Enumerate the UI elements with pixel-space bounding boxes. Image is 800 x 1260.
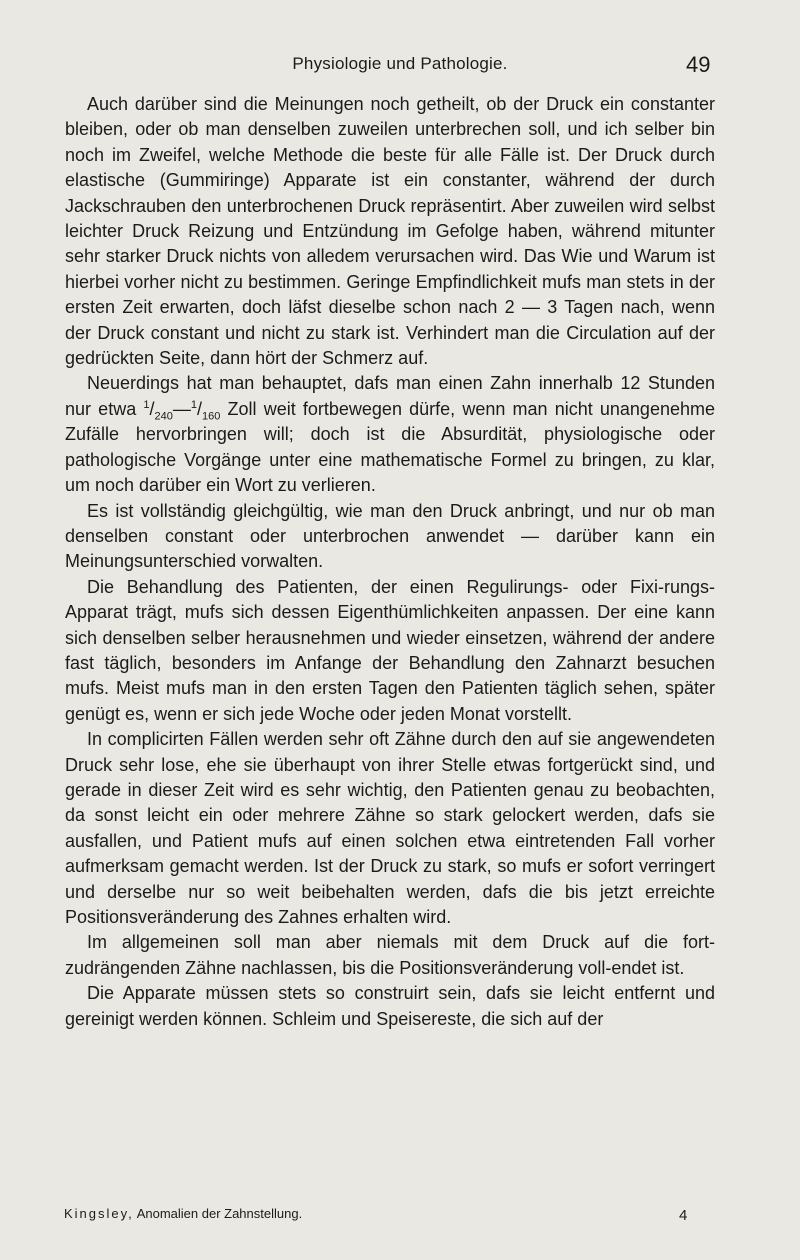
- signature-mark: 4: [679, 1207, 688, 1224]
- footer: [64, 1206, 718, 1224]
- dash: —: [172, 398, 191, 419]
- paragraph: Es ist vollständig gleichgültig, wie man den Druck anbringt, und nur ob man denselben constant oder unterbrochen anwendet — darüber kann ein Meinungsunterschied vorwalten.: [65, 500, 715, 572]
- fraction-denominator: 240: [154, 410, 173, 423]
- body-text: [65, 92, 715, 1032]
- paragraph: Im allgemeinen soll man aber niemals mit dem Druck auf die fort-zudrängenden Zähne nachlassen, bis die Positionsveränderung voll-endet ist.: [65, 932, 715, 978]
- paragraph: In complicirten Fällen werden sehr oft Zähne durch den auf sie angewendeten Druck sehr lose, ehe sie überhaupt von ihrer Stelle etwas fortgerückt sind, und gerade in dieser Zeit wird es sehr wichtig, den Patienten genau zu beobachten, da sonst leicht ein oder mehrere Zähne so stark gelockert werden, dafs sie ausfallen, und Patient mufs auf einen solchen etwa eintretenden Fall vorher aufmerksam gemacht werden. Ist der Druck zu stark, so mufs er sofort verringert und derselbe nur so weit beibehalten werden, dafs die bis jetzt erreichte Positionsveränderung des Zahnes erhalten wird.: [65, 729, 715, 927]
- page-number: 49: [686, 52, 711, 77]
- footer-book-title: Anomalien der Zahnstellung.: [133, 1206, 303, 1221]
- paragraph: Die Behandlung des Patienten, der einen Regulirungs- oder Fixi-rungs-Apparat trägt, mufs sich dessen Eigenthümlichkeiten anpassen. Der eine kann sich denselben selber herausnehmen und wieder einsetzen, während der andere fast täglich, besonders im Anfange der Behandlung den Zahnarzt besuchen mufs. Meist mufs man in den ersten Tagen den Patienten täglich sehen, später genügt es, wenn er sich jede Woche oder jeden Monat vorstellt.: [65, 576, 715, 724]
- fraction-denominator: 160: [202, 410, 221, 423]
- paragraph: Neuerdings hat man behauptet, dafs man einen Zahn innerhalb 12 Stunden nur etwa $^1/_{240}—^1/_{160}$ Zoll weit fortbewegen dürfe, wenn man nicht unangenehme Zufälle hervorbringen will; doch ist die Absurdität, physiologische oder pathologische Vorgänge unter eine mathematische Formel zu bringen, zu klar, um noch darüber ein Wort zu verlieren.: [65, 373, 715, 496]
- footer-author: Kingsley,: [64, 1206, 134, 1221]
- paragraph: Die Apparate müssen stets so construirt sein, dafs sie leicht entfernt und gereinigt werden können. Schleim und Speisereste, die sich auf der: [65, 983, 715, 1029]
- paragraph-text: Zoll weit fortbewegen dürfe, wenn man nicht unangenehme Zufälle hervorbringen will; doch ist die Absurdität, physiologische oder pathologische Vorgänge unter eine mathematische Formel zu bringen, zu klar, um noch darüber ein Wort zu verlieren.: [65, 398, 715, 496]
- fraction-numerator: 1: [190, 398, 197, 411]
- fraction-numerator: 1: [143, 398, 150, 411]
- paragraph: Auch darüber sind die Meinungen noch getheilt, ob der Druck ein constanter bleiben, oder ob man denselben zuweilen unterbrechen soll, und ich selber bin noch im Zweifel, welche Methode die beste für alle Fälle ist. Der Druck durch elastische (Gummiringe) Apparate ist ein constanter, während der durch Jackschrauben den unterbrochenen Druck repräsentirt. Aber zuweilen wird selbst leichter Druck Reizung und Entzündung im Gefolge haben, während mitunter sehr starker Druck nichts von alledem verursachen wird. Das Wie und Warum ist hierbei vorher nicht zu bestimmen. Geringe Empfindlichkeit mufs man stets in der ersten Zeit erwarten, doch läfst dieselbe schon nach 2 — 3 Tagen nach, wenn der Druck constant und nicht zu stark ist. Verhindert man die Circulation auf der gedrückten Seite, dann hört der Schmerz auf.: [65, 94, 715, 369]
- paragraph-text: Neuerdings hat man behauptet, dafs man einen Zahn innerhalb 12 Stunden nur etwa: [65, 373, 715, 419]
- running-title: Physiologie und Pathologie.: [292, 54, 508, 73]
